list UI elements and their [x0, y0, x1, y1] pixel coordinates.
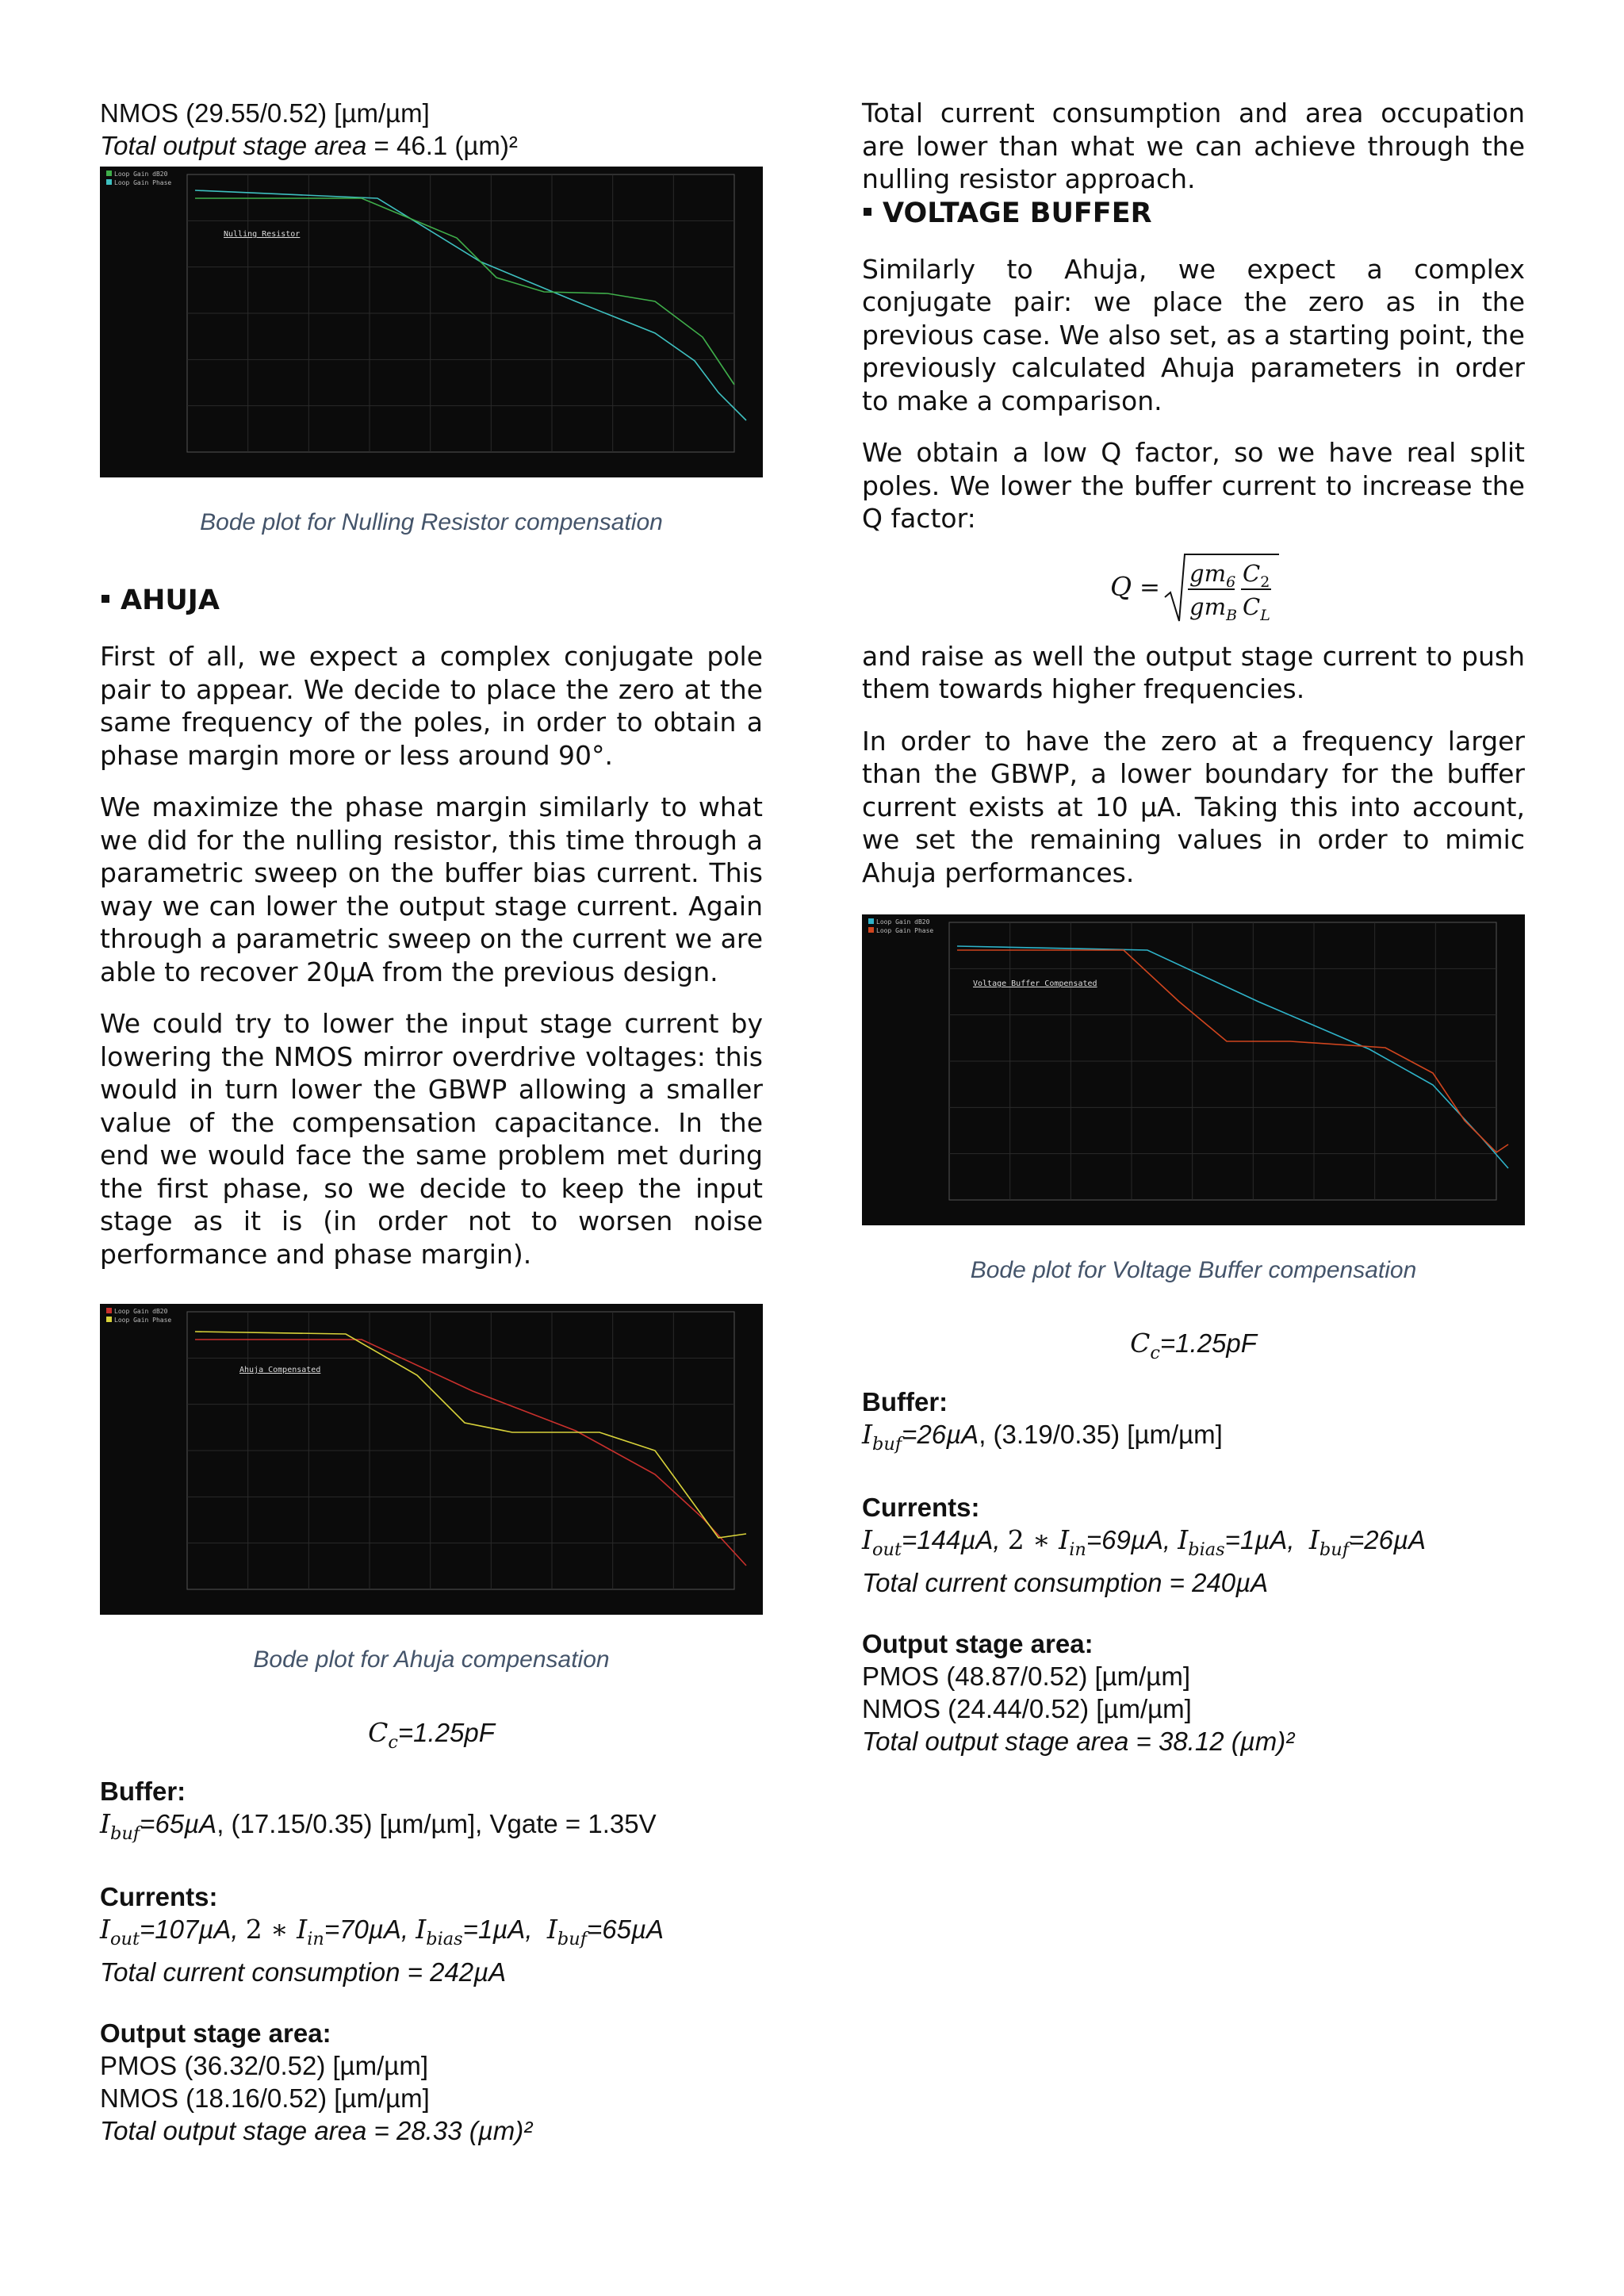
vb-paragraph-4: In order to have the zero at a frequency larger than the GBWP, a lower boundary for the buffer current exists at 10 µA. Taking this into account, we set the remaining values in order to mimic Ahuja performances. — [862, 725, 1525, 888]
legend-swatch-phase — [868, 927, 874, 933]
equals-sign: = — [1139, 573, 1160, 602]
section-heading-ahuja: AHUJA — [100, 583, 763, 618]
gain-curve — [195, 190, 746, 420]
currents-line-ahuja: $I_{out}=107\mu A$, 2 ∗ $I_{in}=70\mu A$, $I_{bias}=1\mu A$, $I_{buf}=65\mu A$ — [100, 1913, 665, 1949]
total-current-vb: Total current consumption = 240µA — [862, 1567, 1269, 1597]
pmos-size-vb: PMOS (48.87/0.52) [µm/µm] — [862, 1661, 1190, 1691]
plot-title: Voltage Buffer Compensated — [973, 979, 1097, 988]
phase-curve — [195, 1332, 746, 1538]
bode-plot-nulling-resistor — [100, 167, 763, 477]
cc-value-vb: $C_c=1.25pF$ — [1130, 1328, 1257, 1363]
vb-paragraph-2: We obtain a low Q factor, so we have real split poles. We lower the buffer current to increase the Q factor: — [862, 437, 1525, 534]
currents-label-ahuja: Currents: — [100, 1881, 218, 1911]
left-column — [100, 97, 763, 2147]
legend-phase: Loop Gain Phase — [114, 1317, 172, 1324]
buffer-line-ahuja: $I_{buf}=65\mu A$, (17.15/0.35) [µm/µm], Vgate = 1.35V — [100, 1807, 657, 1844]
ahuja-paragraph-2: We maximize the phase margin similarly to what we did for the nulling resistor, this time through a parametric sweep on the buffer bias current. This way we can lower the output stage current. Again through a parametric sweep on the current we are able to recover 20µA from the previous design. — [100, 792, 763, 987]
area-label-ahuja: Output stage area: — [100, 2018, 331, 2048]
area-label-vb: Output stage area: — [862, 1628, 1094, 1658]
plot-legend — [106, 170, 171, 187]
plot-legend — [868, 918, 933, 935]
caption-ahuja: Bode plot for Ahuja compensation — [253, 1646, 610, 1673]
currents-label-vb: Currents: — [862, 1492, 980, 1522]
right-column — [862, 97, 1525, 1757]
legend-swatch-phase — [106, 179, 112, 185]
vb-paragraph-3: and raise as well the output stage current to push them towards higher frequencies. — [862, 640, 1525, 704]
plot-title: Ahuja Compensated — [239, 1366, 321, 1374]
buffer-label-ahuja: Buffer: — [100, 1776, 186, 1806]
plot-title: Nulling Resistor — [224, 230, 301, 239]
caption-voltage-buffer: Bode plot for Voltage Buffer compensation — [970, 1257, 1417, 1283]
q-factor-equation — [862, 535, 1525, 629]
cc-value-ahuja: $C_c=1.25pF$ — [368, 1717, 495, 1753]
legend-gain: Loop Gain dB20 — [114, 171, 168, 178]
plot-legend — [106, 1307, 171, 1324]
plot-svg — [100, 1304, 763, 1615]
section-heading-voltage-buffer: VOLTAGE BUFFER — [862, 196, 1525, 231]
legend-phase: Loop Gain Phase — [114, 179, 172, 186]
bode-plot-voltage-buffer — [862, 914, 1525, 1225]
bullet-icon — [864, 208, 871, 216]
bullet-icon — [102, 595, 109, 603]
frac2-den: $C_L$ — [1243, 592, 1270, 624]
q-equation-svg — [862, 535, 1525, 629]
legend-swatch-gain — [868, 918, 874, 924]
vb-paragraph-1: Similarly to Ahuja, we expect a complex conjugate pair: we place the zero as in the previous case. We also set, as a starting point, the previously calculated Ahuja parameters in order to make a comparison. — [862, 253, 1525, 416]
legend-swatch-phase — [106, 1317, 112, 1322]
ahuja-paragraph-1: First of all, we expect a complex conjugate pole pair to appear. We decide to place the zero at the same frequency of the poles, in order to obtain a phase margin more or less around 90°. — [100, 641, 763, 771]
plot-svg — [100, 167, 763, 477]
intro-paragraph: Total current consumption and area occupation are lower than what we can achieve through the nulling resistor approach. — [862, 98, 1525, 194]
output-area-top: Total output stage area = 46.1 (µm)² — [100, 131, 518, 160]
legend-swatch-gain — [106, 1308, 112, 1313]
plot-svg — [862, 914, 1525, 1225]
legend-gain: Loop Gain dB20 — [114, 1308, 168, 1315]
legend-phase: Loop Gain Phase — [876, 927, 934, 934]
total-area-vb: Total output stage area = 38.12 (µm)² — [862, 1726, 1295, 1756]
total-current-ahuja: Total current consumption = 242µA — [100, 1957, 507, 1987]
bode-plot-ahuja — [100, 1304, 763, 1615]
q-symbol: Q — [1110, 570, 1132, 602]
nmos-size-ahuja: NMOS (18.16/0.52) [µm/µm] — [100, 2083, 430, 2113]
frac2-num: $C_2$ — [1243, 559, 1270, 591]
legend-gain: Loop Gain dB20 — [876, 918, 930, 926]
legend-swatch-gain — [106, 171, 112, 176]
frac1-num: $gm_6$ — [1189, 559, 1236, 591]
buffer-label-vb: Buffer: — [862, 1386, 948, 1416]
currents-line-vb: $I_{out}=144\mu A$, 2 ∗ $I_{in}=69\mu A$, $I_{bias}=1\mu A$, $I_{buf}=26\mu A$ — [862, 1524, 1427, 1560]
buffer-line-vb: $I_{buf}=26\mu A$, (3.19/0.35) [µm/µm] — [862, 1418, 1223, 1455]
pmos-size-ahuja: PMOS (36.32/0.52) [µm/µm] — [100, 2050, 428, 2080]
ahuja-paragraph-3: We could try to lower the input stage current by lowering the NMOS mirror overdrive voltages: this would in turn lower the GBWP allowing a smaller value of the compensation capacitance. In the end we would face the same problem met during the first phase, so we decide to keep the input stage as it is (in order not to worsen noise performance and phase margin). — [100, 1008, 763, 1270]
nmos-size-top: NMOS (29.55/0.52) [µm/µm] — [100, 98, 430, 128]
frac1-den: $gm_B$ — [1189, 592, 1238, 624]
nmos-size-vb: NMOS (24.44/0.52) [µm/µm] — [862, 1693, 1192, 1723]
total-area-ahuja: Total output stage area = 28.33 (µm)² — [100, 2115, 533, 2145]
phase-curve — [195, 198, 734, 385]
caption-nulling-resistor: Bode plot for Nulling Resistor compensation — [200, 509, 663, 535]
